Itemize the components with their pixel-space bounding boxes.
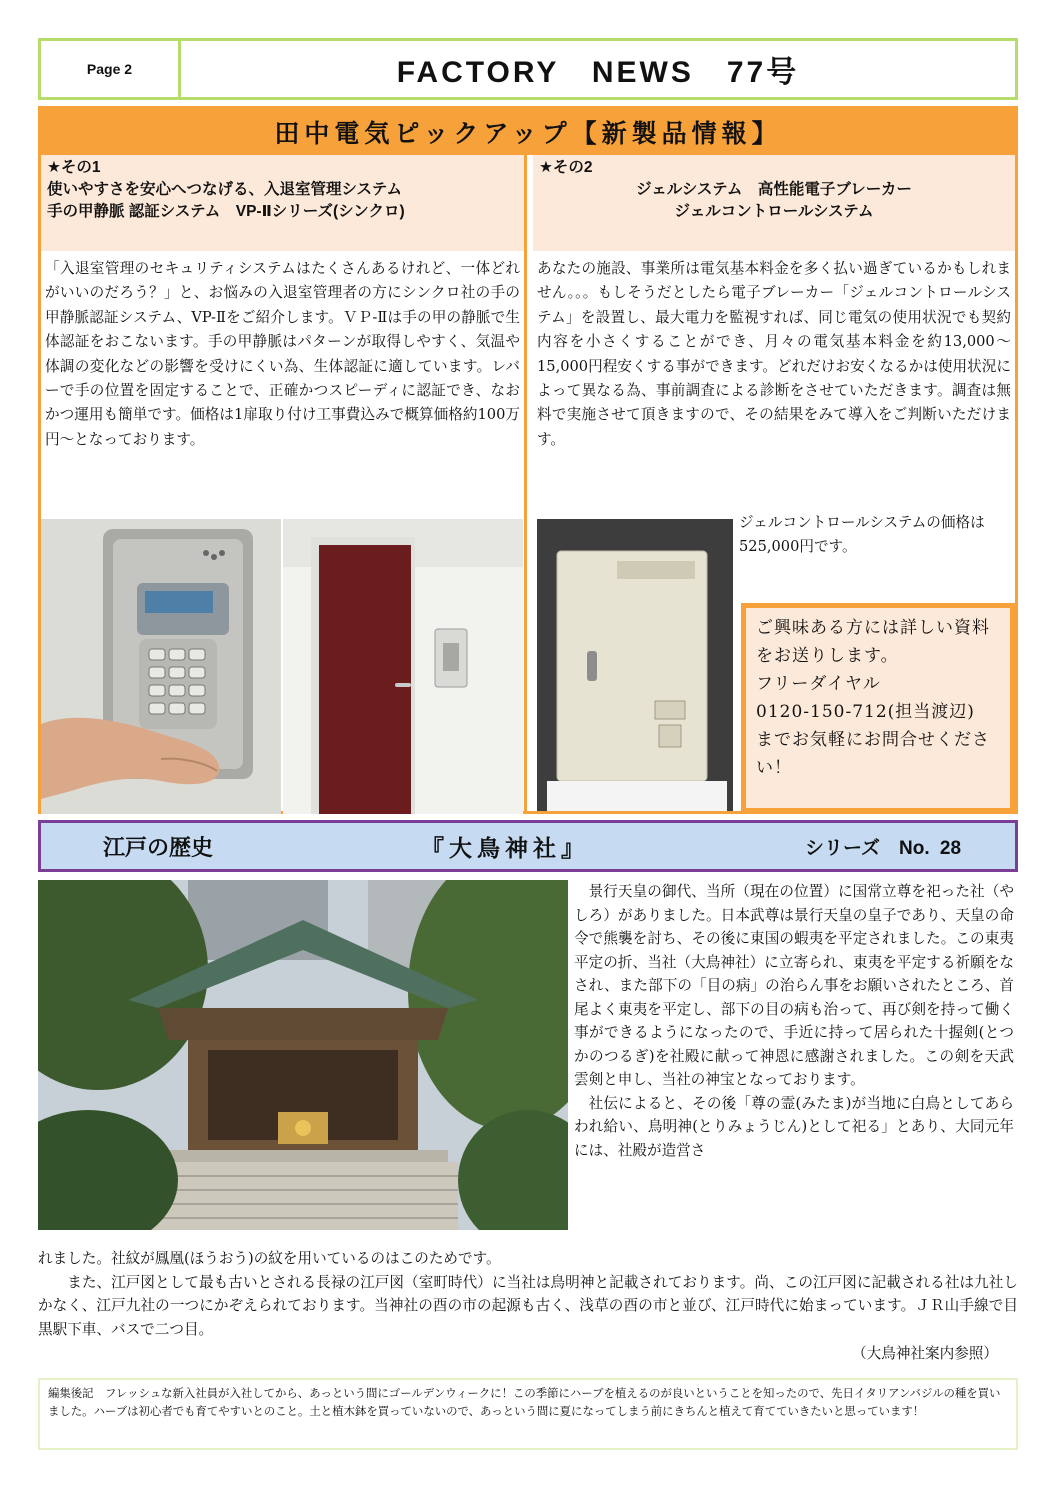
breaker-cabinet-photo xyxy=(537,519,733,811)
item2-header xyxy=(533,155,1015,251)
item2-product: ジェルコントロールシステム xyxy=(674,203,874,220)
otori-shrine-photo xyxy=(38,880,568,1230)
item2-price-note: ジェルコントロールシステムの価格は525,000円です。 xyxy=(739,514,985,555)
editor-note: 編集後記 フレッシュな新入社員が入社してから、あっという間にゴールデンウィークに！この季節にハーブを植えるのが良いということを知ったので、先日イタリアンバジルの種を買いました。ハーブは初心者でも育てやすいとのこと。土と植木鉢を買っていないので、あっという間に夏になってしまう前にきちんと植えて育てていきたいと思っています！ xyxy=(38,1378,1018,1450)
edo-paragraph-2 xyxy=(38,1247,1018,1341)
item2-label: ★その2 xyxy=(539,159,593,176)
contact-line1: ご興味ある方には詳しい資料をお送りします。 xyxy=(756,618,990,666)
contact-phone: 0120-150-712(担当渡辺) xyxy=(756,702,975,722)
newsletter-header xyxy=(38,38,1018,100)
door-photo xyxy=(283,519,523,814)
item1-body: 「入退室管理のセキュリティシステムはたくさんあるけれど、一体どれがいいのだろう？」と、お悩みの入退室管理者の方にシンクロ社の手の甲静脈認証システム、VP-Ⅱをご紹介します。ＶＰ-Ⅱは手の甲の静脈で生体認証をおこないます。手の甲静脈はパターンが取得しやすく、気温や体調の変化などの影響を受けにくい為、生体認証に適しています。レバーで手の位置を固定することで、正確かつスピーディに認証でき、なおかつ運用も簡単です。価格は1扉取り付け工事費込みで概算価格約100万円～となっております。 xyxy=(41,255,524,619)
pickup-banner: 田中電気ピックアップ【新製品情報】 xyxy=(41,109,1015,155)
newsletter-title: FACTORY NEWS 77号 xyxy=(396,56,800,89)
item1-label: ★その1 xyxy=(47,159,101,176)
item2-body: あなたの施設、事業所は電気基本料金を多く払い過ぎているかもしれません。。。もしそうだとしたら電子ブレーカー「ジェルコントロールシステム」を設置し、最大電力を監視すれば、同じ電気の使用状況でも契約内容を小さくすることができ、月々の電気基本料金を約13,000～15,000円程安くする事ができます。どれだけお安くなるかは使用状況によって異なる為、事前調査による診断をさせていただきます。調査は無料で実施させて頂きますので、その結果をみて導入をご判断いただけます。 xyxy=(533,255,1015,515)
pickup-section xyxy=(38,106,1018,814)
edo-reference: （大鳥神社案内参照） xyxy=(852,1345,998,1362)
edo-para1: 景行天皇の御代、当所（現在の位置）に国常立尊を祀った社（やしろ）がありました。日本武尊は景行天皇の皇子であり、天皇の命令で熊襲を討ち、その後に東国の蝦夷を平定されました。この東夷平定の折、当社（大鳥神社）に立寄られ、東夷を平定する祈願をなされ、また部下の「目の病」の治らん事をお願いされたところ、首尾よく東夷を平定し、部下の目の病も治って、再び剣を持って働く事ができるようになったので、手近に持って居られた十握剣(とつかのつるぎ)を社殿に献って神恩に感謝されました。この剣を天武雲剣と申し、当社の神宝となっております。 xyxy=(574,883,1014,1088)
edo-series-label: 江戸の歴史 xyxy=(103,834,214,860)
item2-subtitle: ジェルシステム 高性能電子ブレーカー xyxy=(636,181,912,198)
contact-line4: までお気軽にお問合せください！ xyxy=(756,730,990,778)
edo-series-number: シリーズ No. 28 xyxy=(805,837,962,859)
contact-box xyxy=(741,603,1015,813)
edo-paragraph-1 xyxy=(574,880,1014,1162)
edo-para2-b: れました。社紋が鳳凰(ほうおう)の紋を用いているのはこのためです。 xyxy=(38,1250,501,1267)
edo-history-banner xyxy=(38,820,1018,872)
item1-subtitle: 使いやすさを安心へつなげる、入退室管理システム xyxy=(47,181,402,198)
item1-product: 手の甲静脈 認証システム VP-Ⅱシリーズ(シンクロ) xyxy=(47,203,405,220)
edo-para3: また、江戸図として最も古いとされる長禄の江戸図（室町時代）に当社は鳥明神と記載されております。尚、この江戸図に記載される社は九社しかなく、江戸九社の一つにかぞえられております。当神社の酉の市の起源も古く、浅草の酉の市と並び、江戸時代に始まっています。ＪＲ山手線で目黒駅下車、バスで二つ目。 xyxy=(38,1273,1018,1338)
item1-header xyxy=(41,155,524,251)
vein-scanner-photo xyxy=(41,519,281,814)
edo-para2-a: 社伝によると、その後「尊の霊(みたま)が当地に白鳥としてあらわれ給い、鳥明神(とりみょうじん)として祀る」とあり、大同元年には、社殿が造営さ xyxy=(574,1094,1014,1159)
contact-line2: フリーダイヤル xyxy=(756,674,881,694)
page-number: Page 2 xyxy=(41,41,181,97)
edo-article-title: 『大鳥神社』 xyxy=(421,834,589,861)
column-divider xyxy=(524,155,527,811)
